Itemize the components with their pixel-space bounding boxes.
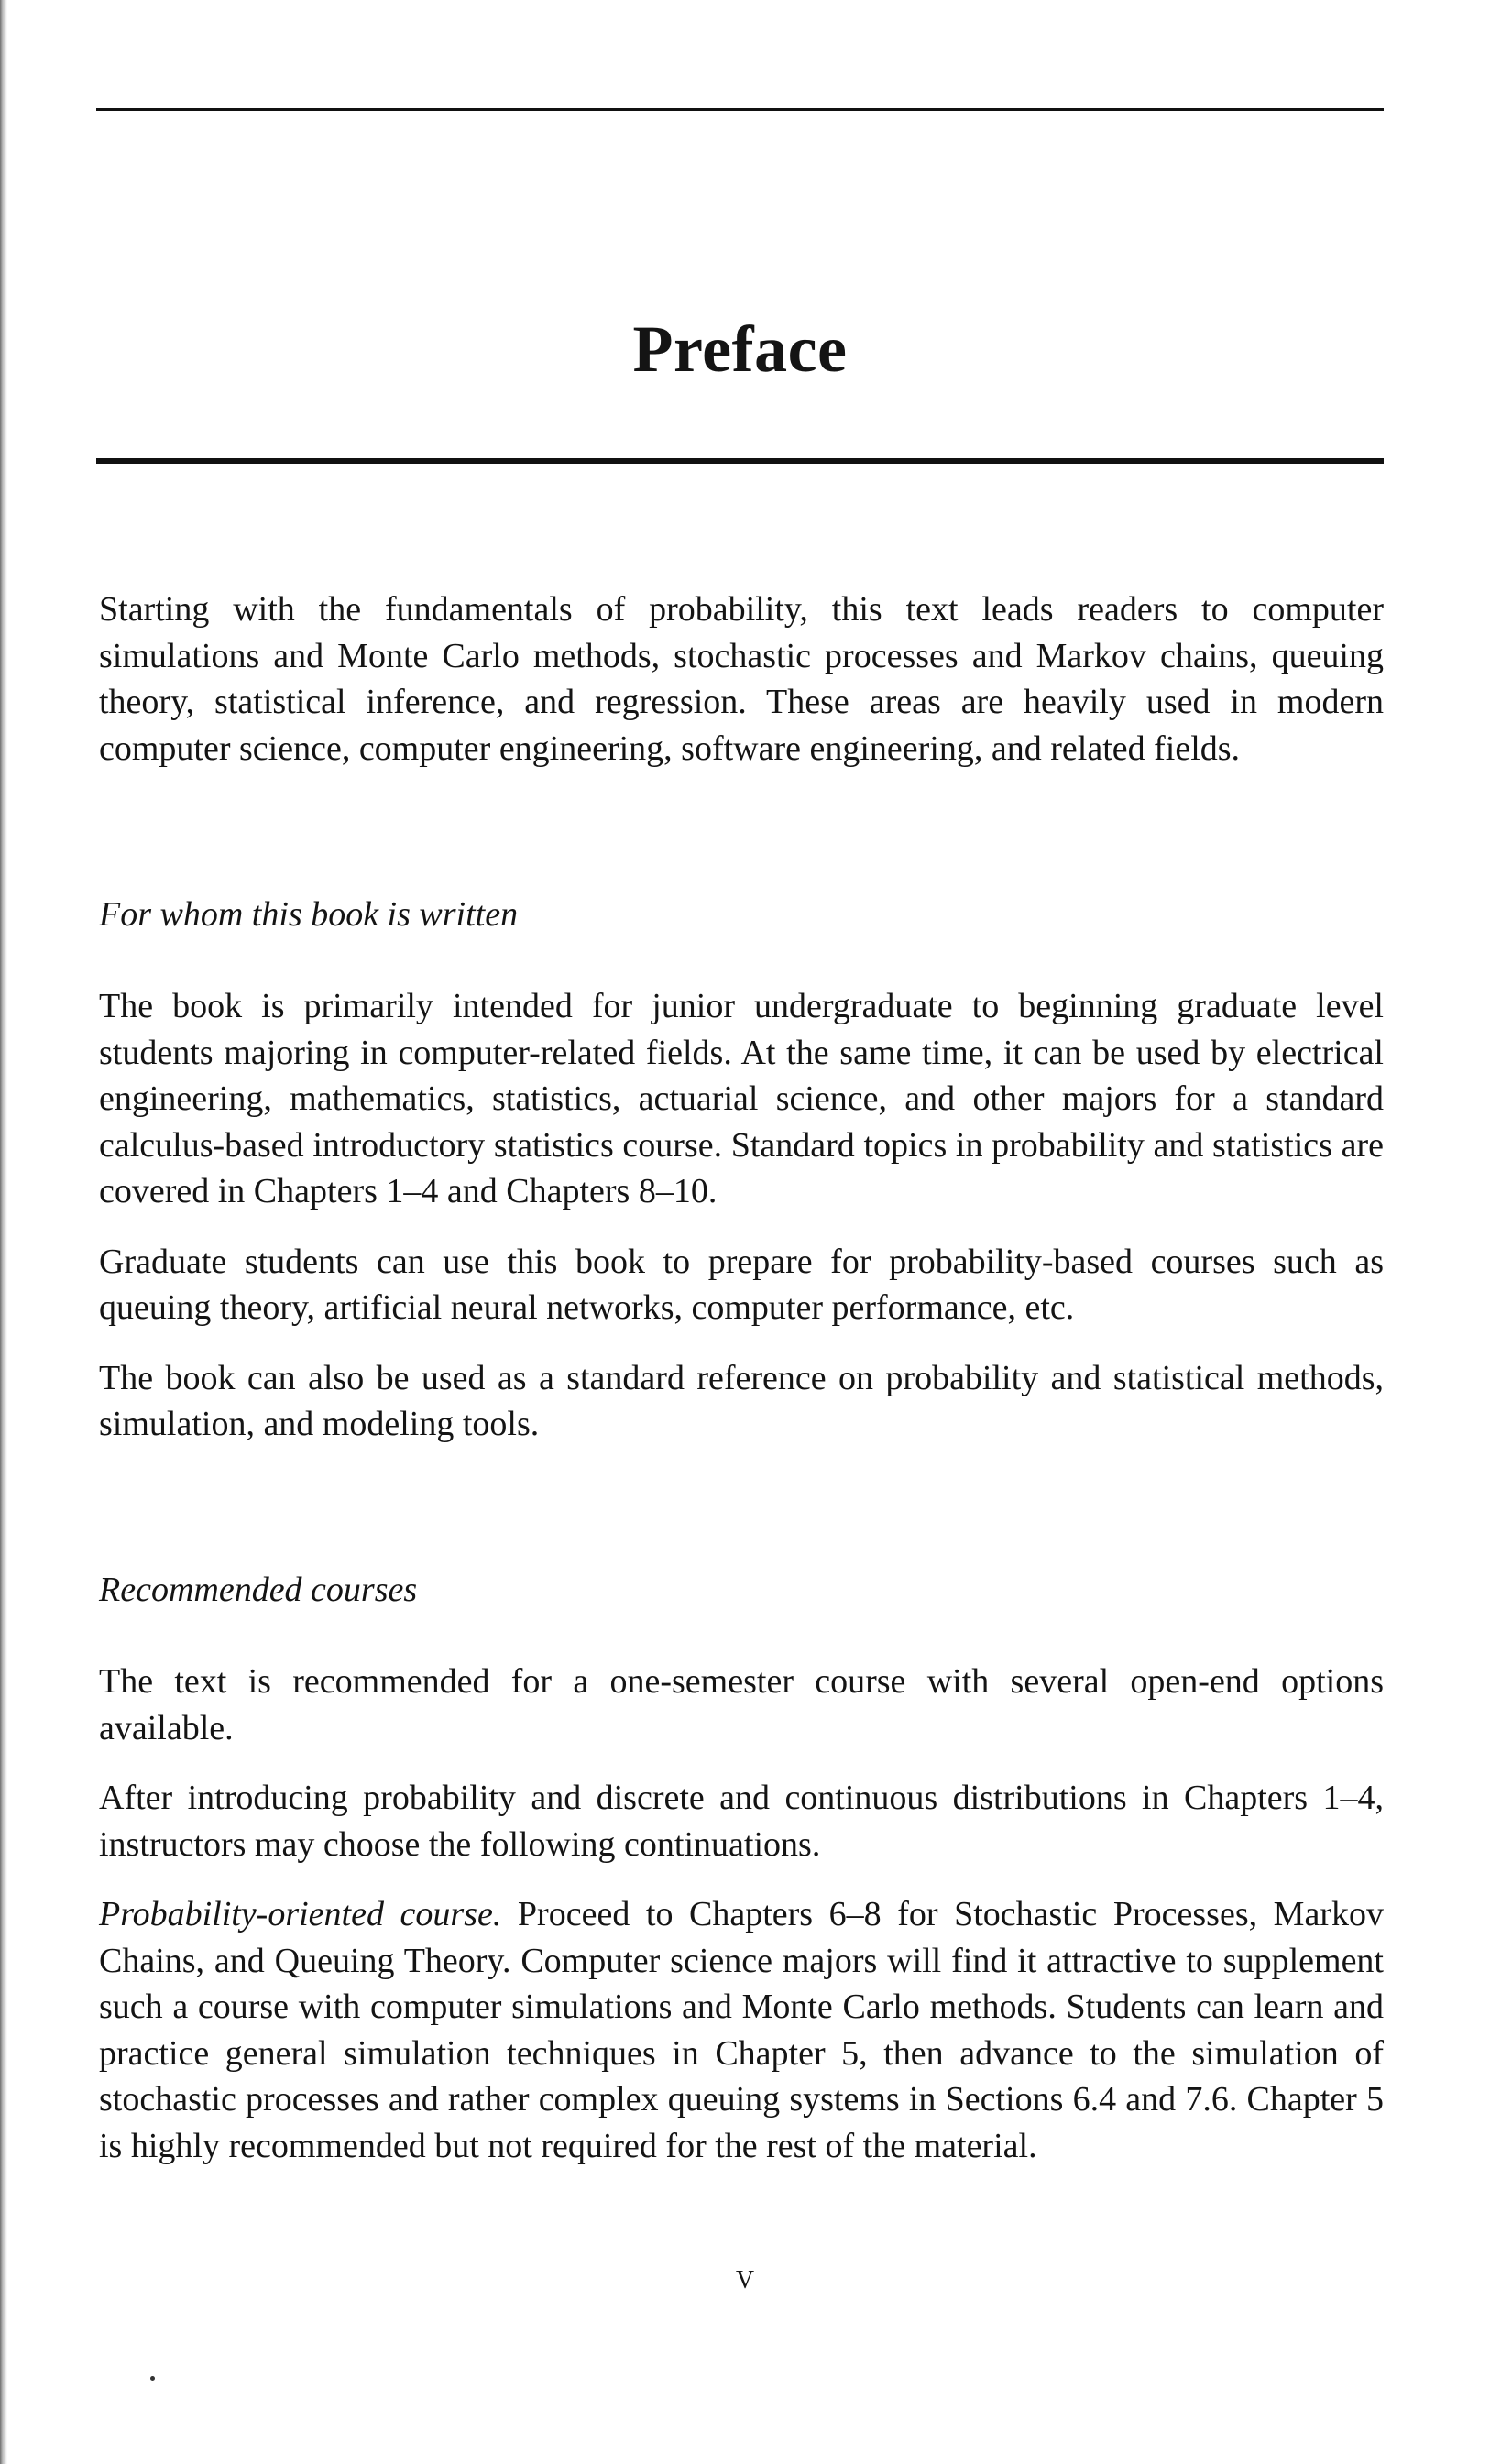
- audience-section: [99, 983, 1384, 1448]
- courses-paragraph-1: The text is recommended for a one-semester course with several open-end options available.: [99, 1662, 1384, 1747]
- audience-paragraph-1: The book is primarily intended for junior undergraduate to beginning graduate level students majoring in computer-related fields. At the same time, it can be used by electrical engineering, mathematics, statistics, actuarial science, and other majors for a standard calculus-based introductory statistics course. Standard topics in probability and statistics are covered in Chapters 1–4 and Chapters 8–10.: [99, 987, 1384, 1210]
- print-speck: [150, 2376, 155, 2381]
- top-rule: [96, 108, 1384, 111]
- intro-paragraph: Starting with the fundamentals of probability, this text leads readers to computer simulations and Monte Carlo methods, stochastic processes and Markov chains, queuing theory, statistical inference, and regression. These areas are heavily used in modern computer science, computer engineering, software engineering, and related fields.: [99, 590, 1384, 768]
- probability-course-paragraph: [99, 1891, 1384, 2169]
- probability-course-text: Proceed to Chapters 6–8 for Stochastic Processes, Markov Chains, and Queuing Theory. Computer science majors will find it attractive to supplement such a course with computer simulations and Monte Carlo methods. Students can learn and practice general simulation techniques in Chapter 5, then advance to the simulation of stochastic processes and rather complex queuing systems in Sections 6.4 and 7.6. Chapter 5 is highly recommended but not required for the rest of the material.: [99, 1895, 1384, 2165]
- probability-course-lead: Probability-oriented course.: [99, 1895, 502, 1933]
- courses-section: [99, 1659, 1384, 2169]
- section-heading-audience-wrap: [99, 892, 1384, 938]
- intro-section: [99, 586, 1384, 772]
- audience-paragraph-3: The book can also be used as a standard reference on probability and statistical methods, simulation, and modeling tools.: [99, 1358, 1384, 1443]
- section-heading-courses-wrap: [99, 1567, 1384, 1614]
- page-title: Preface: [632, 312, 848, 386]
- section-heading-audience: For whom this book is written: [99, 895, 519, 934]
- page-binding-edge: [0, 0, 7, 2464]
- courses-paragraph-2: After introducing probability and discrete and continuous distributions in Chapters 1–4, instructors may choose the following continuations.: [99, 1779, 1384, 1864]
- audience-paragraph-2: Graduate students can use this book to prepare for probability-based courses such as queuing theory, artificial neural networks, computer performance, etc.: [99, 1242, 1384, 1327]
- section-heading-courses: Recommended courses: [99, 1571, 418, 1609]
- title-rule: [96, 458, 1384, 464]
- page-number: v: [735, 2255, 755, 2296]
